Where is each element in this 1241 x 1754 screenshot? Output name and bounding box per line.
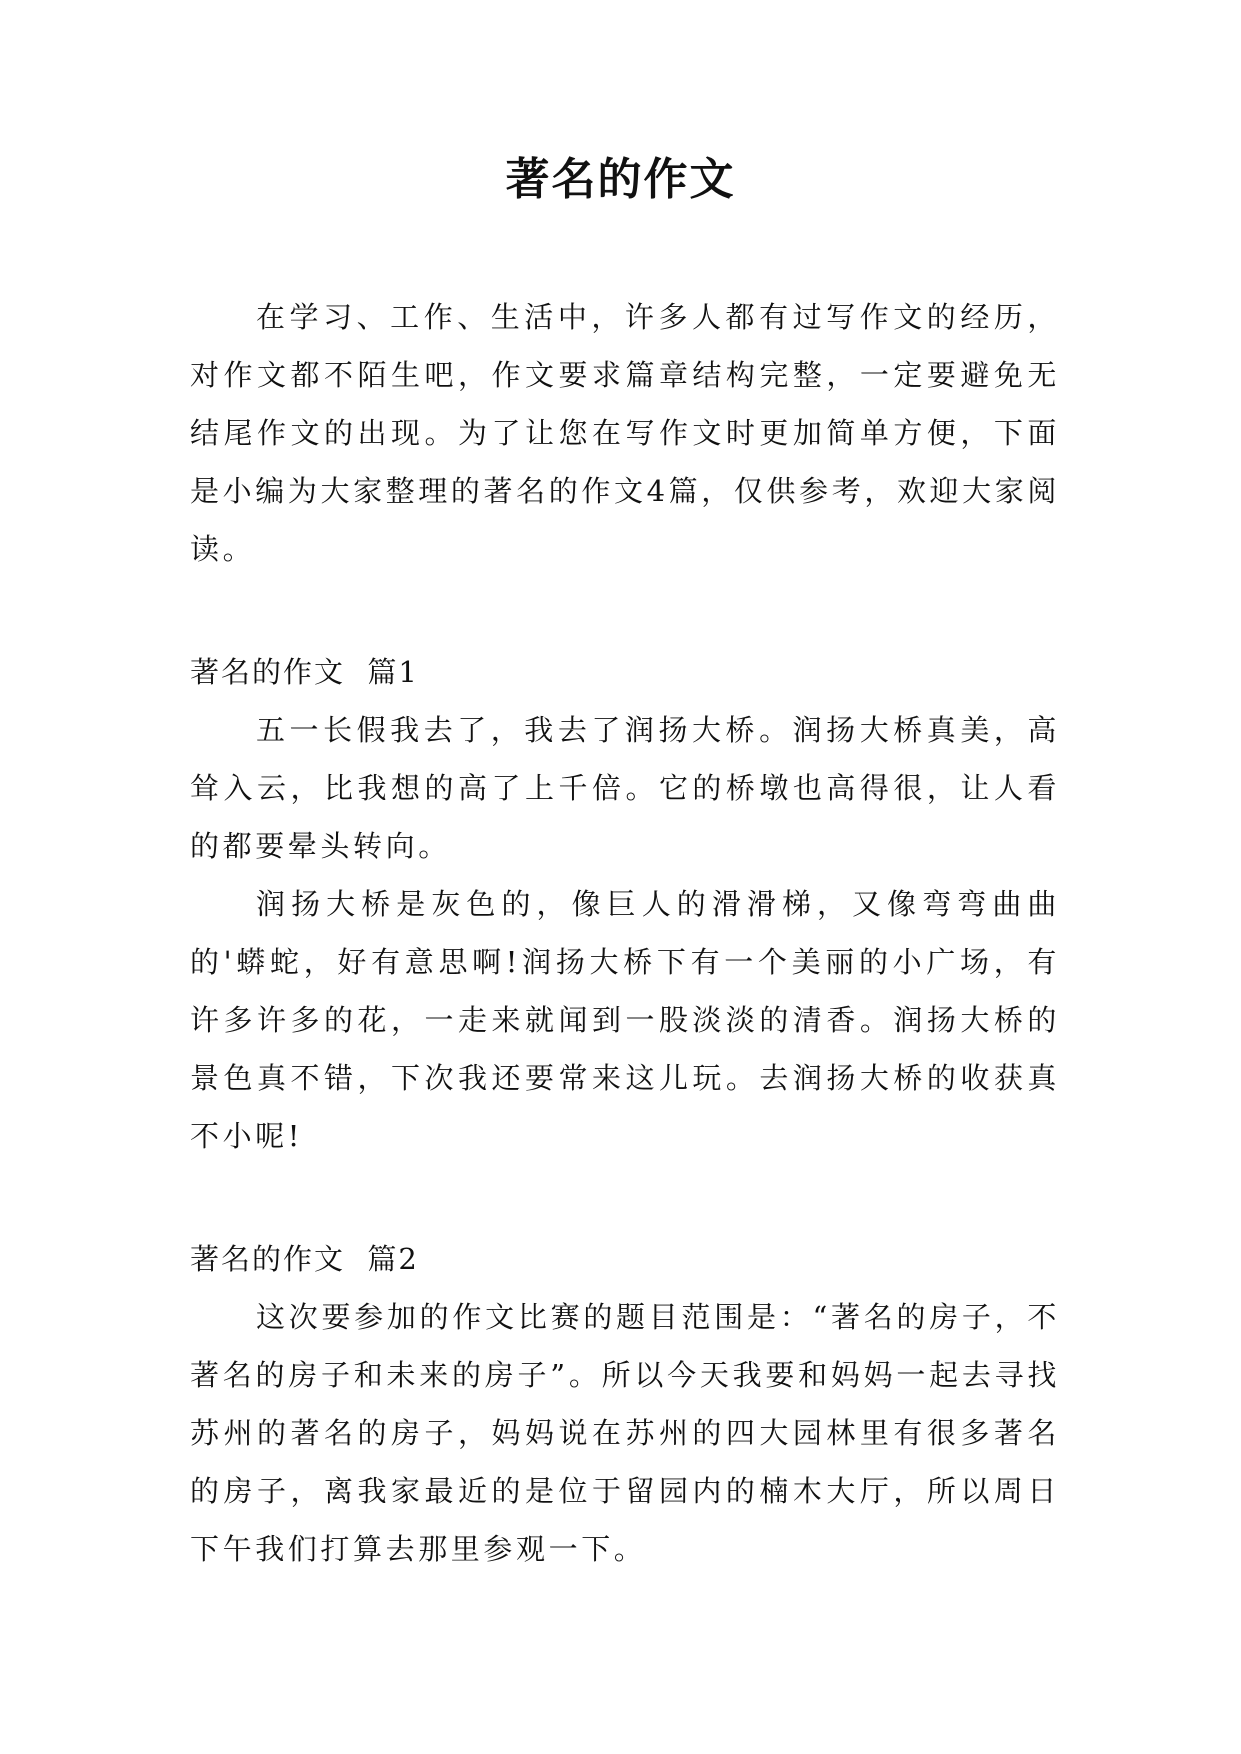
intro-block: [190, 288, 1060, 578]
section-body-2: [190, 1288, 1060, 1578]
section-heading-2: 著名的作文 篇2: [190, 1242, 419, 1276]
intro-paragraph: 在学习、工作、生活中，许多人都有过写作文的经历，对作文都不陌生吧，作文要求篇章结构完整，一定要避免无结尾作文的出现。为了让您在写作文时更加简单方便，下面是小编为大家整理的著名的作文4篇，仅供参考，欢迎大家阅读。: [190, 300, 1060, 566]
section-1-paragraph-2: 润扬大桥是灰色的，像巨人的滑滑梯，又像弯弯曲曲的'蟒蛇，好有意思啊!润扬大桥下有一个美丽的小广场，有许多许多的花，一走来就闻到一股淡淡的清香。润扬大桥的景色真不错，下次我还要常来这儿玩。去润扬大桥的收获真不小呢!: [190, 887, 1060, 1153]
section-2-paragraph-1: 这次要参加的作文比赛的题目范围是：“著名的房子，不著名的房子和未来的房子”。所以今天我要和妈妈一起去寻找苏州的著名的房子，妈妈说在苏州的四大园林里有很多著名的房子，离我家最近的是位于留园内的楠木大厅，所以周日下午我们打算去那里参观一下。: [190, 1300, 1060, 1566]
document-title: 著名的作文: [505, 154, 736, 205]
section-body-1: [190, 701, 1060, 1165]
section-1-paragraph-1: 五一长假我去了，我去了润扬大桥。润扬大桥真美，高耸入云，比我想的高了上千倍。它的桥墩也高得很，让人看的都要晕头转向。: [190, 713, 1060, 863]
section-heading-1: 著名的作文 篇1: [190, 655, 419, 689]
